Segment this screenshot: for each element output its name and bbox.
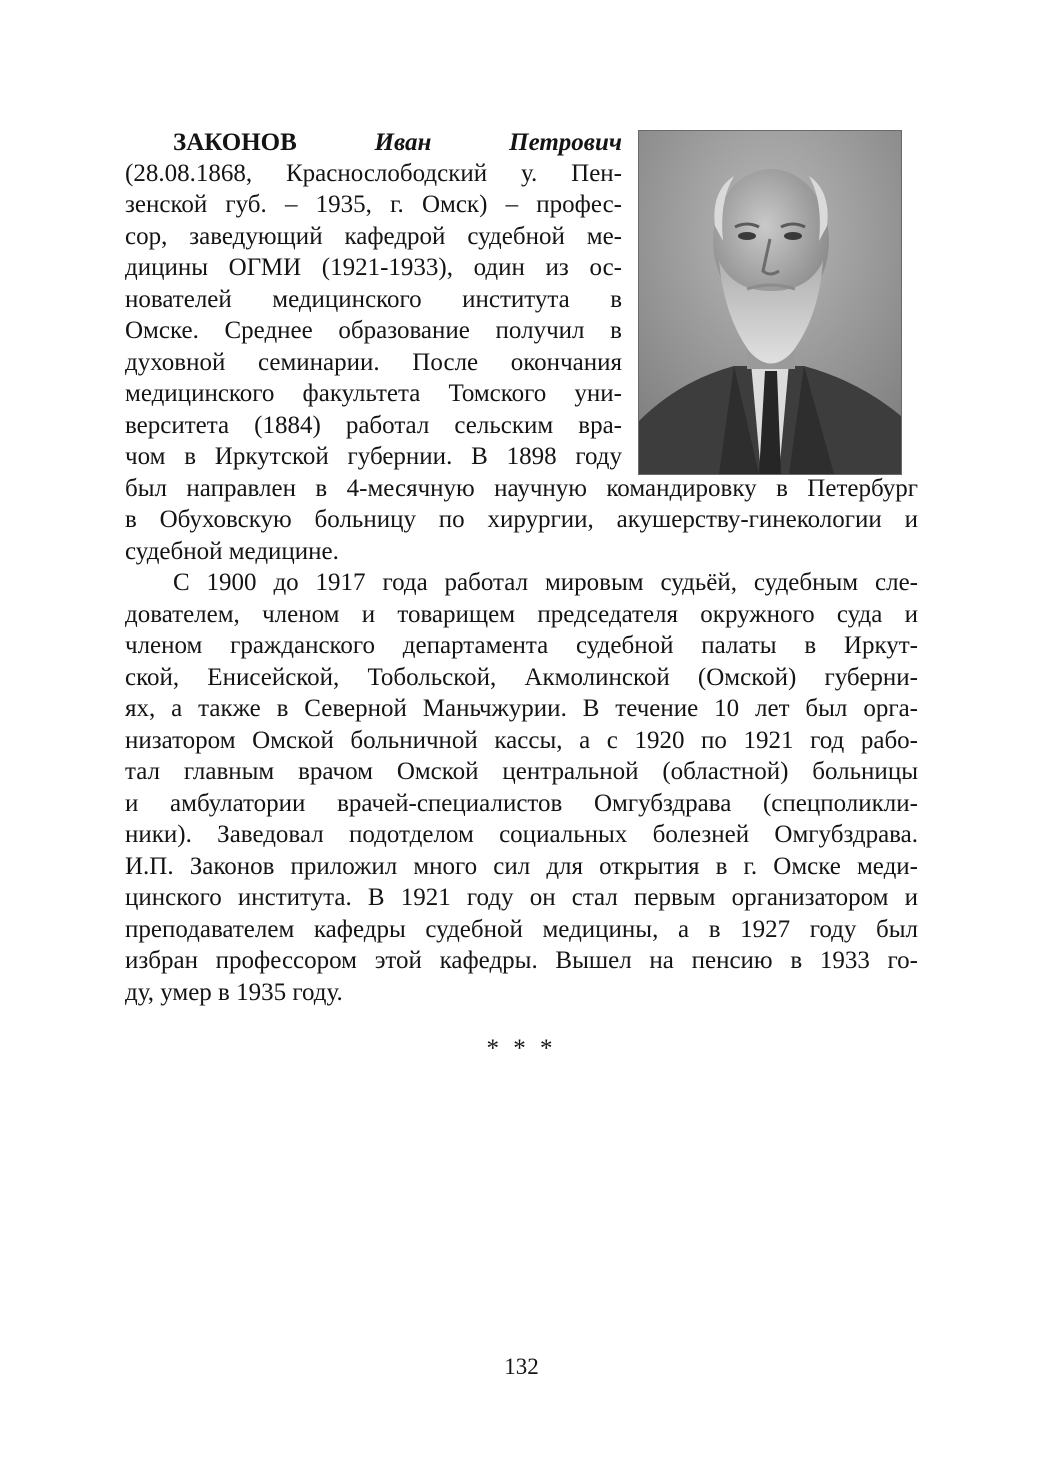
- text-line: преподавателем кафедры судебной медицины, а в 1927 году был: [125, 916, 918, 943]
- text-line: ской, Енисейской, Тобольской, Акмолинской (Омской) губерни-: [125, 664, 918, 691]
- text-line: ях, а также в Северной Маньчжурии. В течение 10 лет был орга-: [125, 695, 918, 722]
- text-line: И.П. Законов приложил много сил для открытия в г. Омске меди-: [125, 853, 918, 880]
- text-line: зенской губ. – 1935, г. Омск) – профес-: [125, 191, 622, 218]
- surname: ЗАКОНОВ: [173, 129, 297, 156]
- text-line: был направлен в 4-месячную научную командировку в Петербург: [125, 475, 918, 502]
- text-line: членом гражданского департамента судебной палаты в Иркут-: [125, 632, 918, 659]
- text-line: дователем, членом и товарищем председателя окружного суда и: [125, 601, 918, 628]
- text-line: чом в Иркутской губернии. В 1898 году: [125, 443, 622, 470]
- text-line: дицины ОГМИ (1921-1933), один из ос-: [125, 254, 622, 281]
- text-line: верситета (1884) работал сельским вра-: [125, 412, 622, 439]
- section-separator: * * *: [486, 1035, 557, 1062]
- text-line: медицинского факультета Томского уни-: [125, 380, 622, 407]
- portrait-photo: [638, 130, 902, 475]
- page-number: 132: [504, 1354, 539, 1379]
- text-line: ду, умер в 1935 году.: [125, 979, 343, 1006]
- first-name: Иван: [374, 129, 432, 156]
- text-line: духовной семинарии. После окончания: [125, 349, 622, 376]
- text-line: в Обуховскую больницу по хирургии, акушерству-гинекологии и: [125, 506, 918, 533]
- text-line: (28.08.1868, Краснослободский у. Пен-: [125, 160, 622, 187]
- text-line: С 1900 до 1917 года работал мировым судьёй, судебным сле-: [173, 569, 918, 596]
- document-page: [125, 0, 918, 1471]
- text-line: низатором Омской больничной кассы, а с 1920 по 1921 год рабо-: [125, 727, 918, 754]
- patronymic: Петрович: [509, 129, 622, 156]
- text-line: Омске. Среднее образование получил в: [125, 317, 622, 344]
- text-line: сор, заведующий кафедрой судебной ме-: [125, 223, 622, 250]
- text-line: избран профессором этой кафедры. Вышел на пенсию в 1933 го-: [125, 947, 918, 974]
- text-line: цинского института. В 1921 году он стал первым организатором и: [125, 884, 918, 911]
- text-line: ники). Заведовал подотделом социальных болезней Омгубздрава.: [125, 821, 918, 848]
- text-line: тал главным врачом Омской центральной (областной) больницы: [125, 758, 918, 785]
- biography-heading-line: [125, 127, 622, 159]
- text-line: судебной медицине.: [125, 538, 339, 565]
- text-line: и амбулатории врачей-специалистов Омгубздрава (спецполикли-: [125, 790, 918, 817]
- text-line: нователей медицинского института в: [125, 286, 622, 313]
